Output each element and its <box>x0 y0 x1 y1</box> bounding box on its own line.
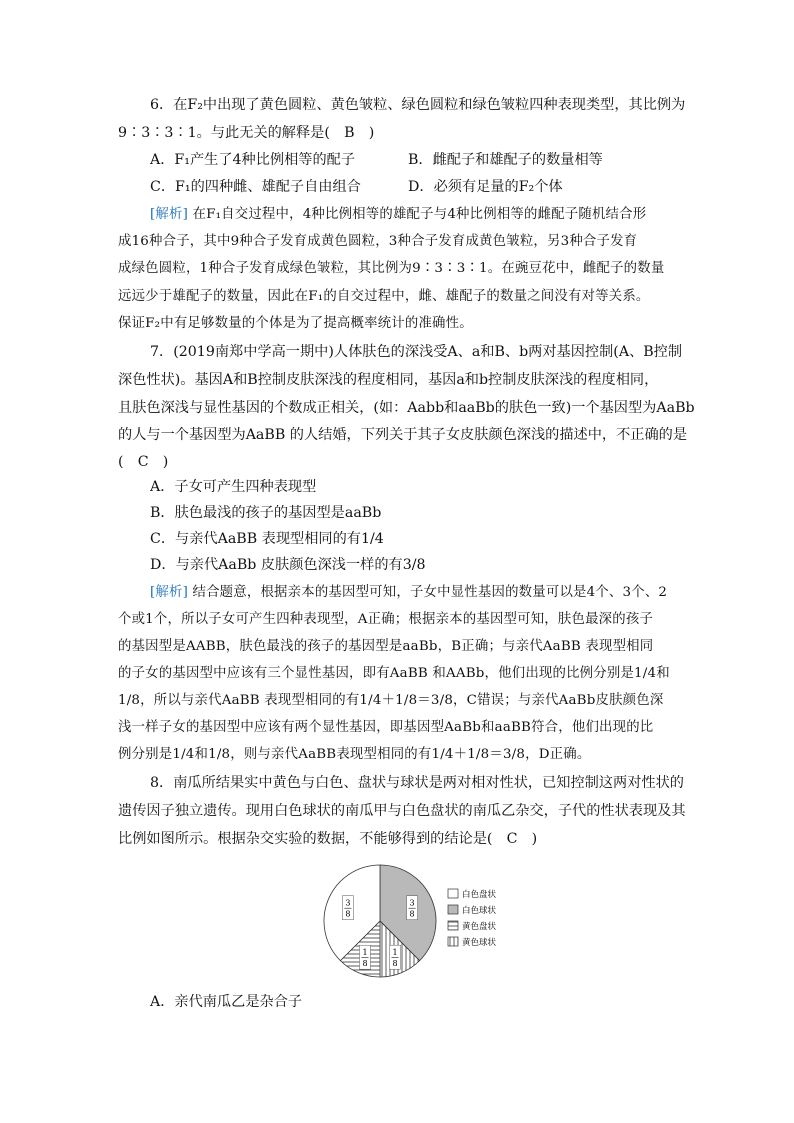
q7-analysis-tag: [解析] <box>150 585 189 600</box>
svg-text:8: 8 <box>392 959 398 969</box>
q7-stem-line2: 深色性状)。基因A和B控制皮肤深浅的程度相同，基因a和b控制皮肤深浅的程度相同， <box>118 372 659 388</box>
svg-text:黄色盘状: 黄色盘状 <box>462 922 497 932</box>
q7-analysis-text1: 结合题意，根据亲本的基因型可知，子女中显性基因的数量可以是4个、3个、2 <box>192 585 668 600</box>
q8-stem-line1: 8．南瓜所结果实中黄色与白色、盘状与球状是两对相对性状，已知控制这两对性状的 <box>150 775 684 791</box>
legend-entry-0 <box>448 889 497 900</box>
legend-entry-1 <box>448 905 497 916</box>
q6-analysis-tag: [解析] <box>150 207 189 222</box>
svg-text:3: 3 <box>345 898 351 908</box>
q7-stem-line5: ( C ) <box>118 454 169 470</box>
pie-chart-svg <box>320 864 510 980</box>
q7-option-d: D．与亲代AaBb 皮肤颜色深浅一样的有3/8 <box>150 557 426 573</box>
svg-text:8: 8 <box>362 959 368 969</box>
q6-option-d: D．必须有足量的F₂个体 <box>408 179 563 195</box>
q7-analysis-line3: 的基因型是AABB，肤色最浅的孩子的基因型是aaBb，B正确；与亲代AaBB 表现型相同 <box>118 639 654 654</box>
q7-stem-line3: 且肤色深浅与显性基因的个数成正相关，(如：Aabb和aaBb的肤色一致)一个基因型为AaBb <box>118 400 695 416</box>
svg-text:3: 3 <box>409 898 415 908</box>
svg-text:1: 1 <box>362 948 368 958</box>
q6-analysis-line4: 远远少于雄配子的数量，因此在F₁的自交过程中，雌、雄配子的数量之间没有对等关系。 <box>118 289 650 304</box>
q6-analysis-text1: 在F₁自交过程中，4种比例相等的雄配子与4种比例相等的雌配子随机结合形 <box>192 207 647 222</box>
q7-analysis-line2: 个或1个，所以子女可产生四种表现型，A正确；根据亲本的基因型可知，肤色最深的孩子 <box>118 612 654 627</box>
svg-text:8: 8 <box>409 909 415 919</box>
q7-analysis-line7: 例分别是1/4和1/8，则与亲代AaBB表现型相同的有1/4＋1/8＝3/8，D正确。 <box>118 747 591 762</box>
q7-option-c: C．与亲代AaBB 表现型相同的有1/4 <box>150 531 384 547</box>
svg-text:1: 1 <box>392 948 398 958</box>
q8-stem-line2: 遗传因子独立遗传。现用白色球状的南瓜甲与白色盘状的南瓜乙杂交，子代的性状表现及其 <box>118 803 686 819</box>
q8-stem-line3: 比例如图所示。根据杂交实验的数据，不能够得到的结论是( C ) <box>118 831 538 847</box>
pie-slice-label-1 <box>407 896 418 920</box>
q6-analysis-line1 <box>150 205 646 225</box>
q6-stem-line1: 6．在F₂中出现了黄色圆粒、黄色皱粒、绿色圆粒和绿色皱粒四种表现类型，其比例为 <box>150 97 686 113</box>
q7-option-a: A．子女可产生四种表现型 <box>150 479 317 495</box>
q6-analysis-line2: 成16种合子，其中9种合子发育成黄色圆粒，3种合子发育成黄色皱粒，另3种合子发育 <box>118 234 638 249</box>
q6-option-b: B．雌配子和雄配子的数量相等 <box>408 152 603 168</box>
legend-entry-2 <box>448 921 497 932</box>
q6-stem-line2: 9∶3∶3∶1。与此无关的解释是( B ) <box>118 125 375 141</box>
q6-option-a: A．F₁产生了4种比例相等的配子 <box>150 152 356 168</box>
q7-analysis-line6: 浅一样子女的基因型中应该有两个显性基因，即基因型AaBb和aaBB符合，他们出现的比 <box>118 720 654 735</box>
pie-slice-label-0 <box>342 896 353 920</box>
pie-slice-label-2 <box>359 945 370 969</box>
q7-analysis-line4: 的子女的基因型中应该有三个显性基因，即有AaBB 和AABb，他们出现的比例分别是1/4和 <box>118 666 670 681</box>
q7-option-b: B．肤色最浅的孩子的基因型是aaBb <box>150 505 382 521</box>
q7-analysis-line5: 1/8，所以与亲代AaBB 表现型相同的有1/4＋1/8＝3/8，C错误；与亲代AaBb皮肤颜色深 <box>118 693 664 708</box>
q7-stem-line1: 7．(2019南郑中学高一期中)人体肤色的深浅受A、a和B、b两对基因控制(A、B控制 <box>150 344 683 360</box>
q6-analysis-line3: 成绿色圆粒，1种合子发育成绿色皱粒，其比例为9∶3∶3∶1。在豌豆花中，雌配子的数量 <box>118 261 665 276</box>
pie-slice-label-3 <box>390 945 401 969</box>
svg-text:白色盘状: 白色盘状 <box>462 890 497 900</box>
svg-text:白色球状: 白色球状 <box>462 906 497 916</box>
q8-option-a: A．亲代南瓜乙是杂合子 <box>150 994 303 1010</box>
q6-option-c: C．F₁的四种雌、雄配子自由组合 <box>150 179 361 195</box>
q6-analysis-line5: 保证F₂中有足够数量的个体是为了提高概率统计的准确性。 <box>118 316 473 331</box>
legend-entry-3 <box>448 937 497 948</box>
svg-text:黄色球状: 黄色球状 <box>462 938 497 948</box>
svg-text:8: 8 <box>345 909 351 919</box>
q7-analysis-line1 <box>150 583 667 603</box>
q7-stem-line4: 的人与一个基因型为AaBB 的人结婚，下列关于其子女皮肤颜色深浅的描述中，不正确的是 <box>118 427 688 443</box>
pie-chart-figure <box>320 864 510 980</box>
